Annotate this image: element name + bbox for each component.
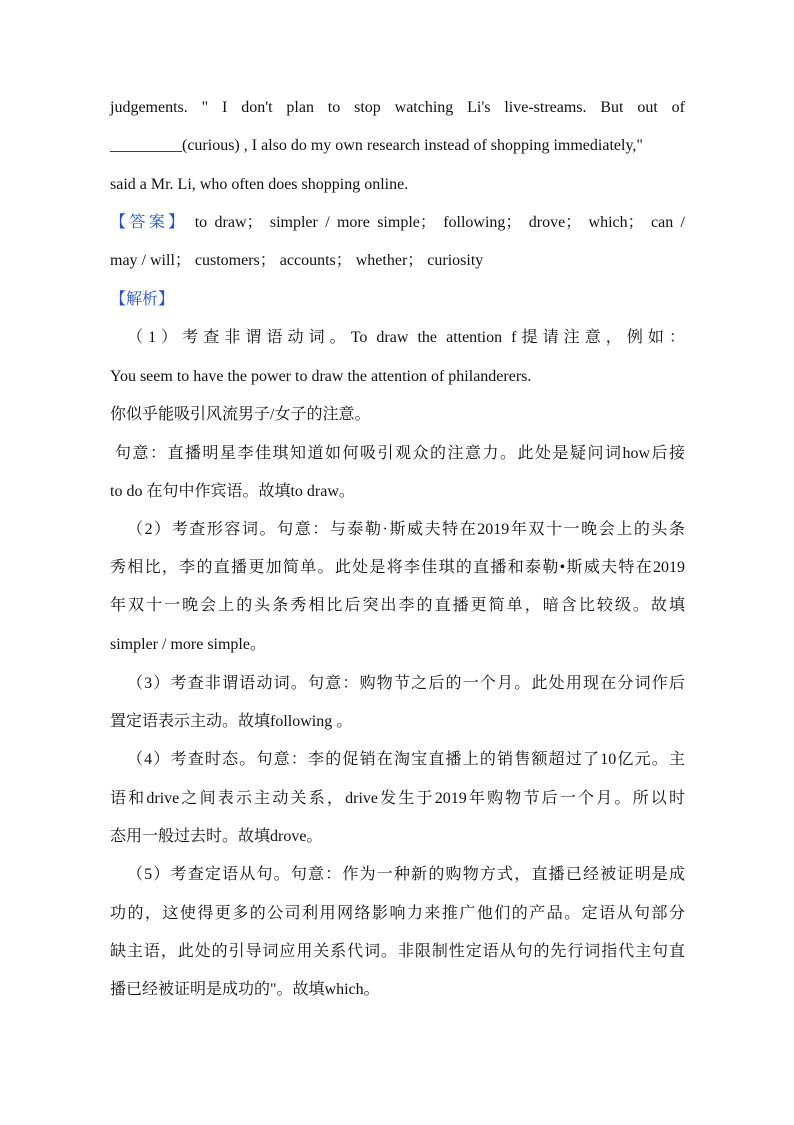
passage-line-3: said a Mr. Li, who often does shopping online. <box>110 176 409 193</box>
passage-line-2 <box>110 134 685 158</box>
analysis-line-3: 你似乎能吸引风流男子/女子的注意。 <box>110 406 371 423</box>
analysis-line-2: You seem to have the power to draw the attention of philanderers. <box>110 368 532 385</box>
analysis-line-6: （2）考查形容词。句意：与泰勒·斯威夫特在2019年双十一晚会上的头条 <box>127 521 685 538</box>
analysis-line-8: 年双十一晚会上的头条秀相比后突出李的直播更简单，暗含比较级。故填 <box>110 597 685 614</box>
analysis-line-4: 句意：直播明星李佳琪知道如何吸引观众的注意力。此处是疑问词how后接 <box>115 445 685 462</box>
analysis-label: 【解析】 <box>110 291 175 308</box>
analysis-line-17: 缺主语，此处的引导词应用关系代词。非限制性定语从句的先行词指代主句直 <box>110 943 685 960</box>
analysis-line-16: 功的，这使得更多的公司利用网络影响力来推广他们的产品。定语从句部分 <box>110 905 685 922</box>
analysis-line-1: （1）考查非谓语动词。To draw the attention f提请注意，例如： <box>127 329 685 346</box>
analysis-line-14: 态用一般过去时。故填drove。 <box>110 828 323 845</box>
analysis-line-15: （5）考查定语从句。句意：作为一种新的购物方式，直播已经被证明是成 <box>127 866 685 883</box>
answer-line-1 <box>110 211 685 235</box>
analysis-line-13: 语和drive之间表示主动关系，drive发生于2019年购物节后一个月。所以时 <box>110 790 685 807</box>
analysis-line-18: 播已经被证明是成功的"。故填which。 <box>110 981 380 998</box>
passage-line-2-text: (curious) , I also do my own research instead of shopping immediately," <box>182 137 643 154</box>
answer-label: 【答案】 <box>110 214 188 231</box>
analysis-line-9: simpler / more simple。 <box>110 636 266 653</box>
passage-line-1: judgements. " I don't plan to stop watching Li's live-streams. But out of <box>110 99 685 116</box>
analysis-line-11: 置定语表示主动。故填following 。 <box>110 713 353 730</box>
analysis-line-5: to do 在句中作宾语。故填to draw。 <box>110 483 355 500</box>
analysis-line-10: （3）考查非谓语动词。句意：购物节之后的一个月。此处用现在分词作后 <box>127 675 685 692</box>
answer-blank: _________ <box>110 137 182 154</box>
analysis-line-12: （4）考查时态。句意：李的促销在淘宝直播上的销售额超过了10亿元。主 <box>127 751 685 768</box>
answer-text-1: to draw； simpler / more simple； following； drove； which； can / <box>187 214 685 231</box>
analysis-line-7: 秀相比，李的直播更加简单。此处是将李佳琪的直播和泰勒•斯威夫特在2019 <box>110 559 685 576</box>
answer-line-2: may / will； customers； accounts； whether； curiosity <box>110 252 484 269</box>
